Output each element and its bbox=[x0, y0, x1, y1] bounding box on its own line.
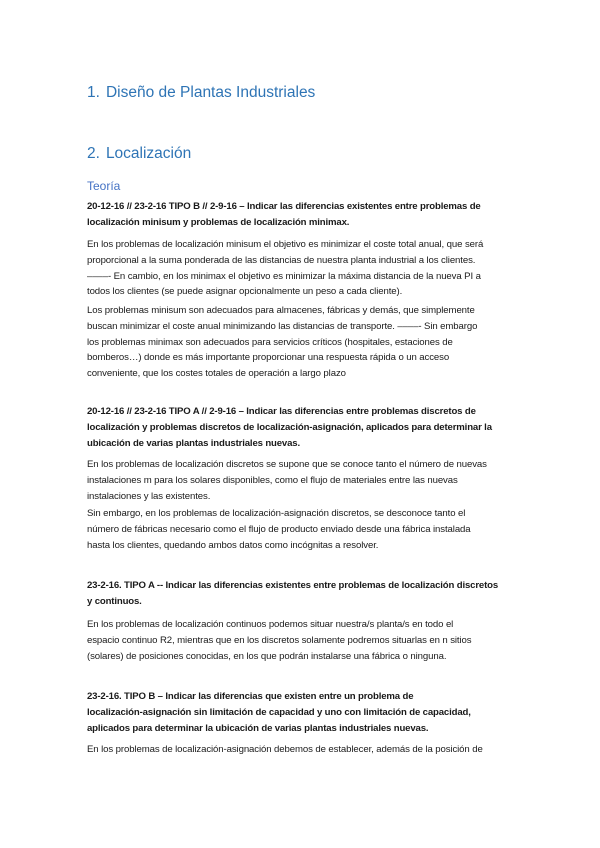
text-line: En los problemas de localización minisum el objetivo es minimizar el coste total anual, que será bbox=[87, 239, 484, 250]
question-line: localización minisum y problemas de localización minimax. bbox=[87, 217, 350, 228]
question-line: 20-12-16 // 23-2-16 TIPO A // 2-9-16 – Indicar las diferencias entre problemas discretos de bbox=[87, 406, 476, 417]
heading-1-number: 1. bbox=[87, 84, 100, 101]
question-2 bbox=[87, 404, 517, 452]
heading-1 bbox=[87, 84, 315, 102]
heading-2-text: Localización bbox=[105, 145, 192, 162]
text-line: conveniente, que los costes totales de operación a largo plazo bbox=[87, 368, 346, 380]
question-line: 20-12-16 // 23-2-16 TIPO B // 2-9-16 – Indicar las diferencias existentes entre problemas de bbox=[87, 201, 481, 212]
question-line: ubicación de varias plantas industriales nuevas. bbox=[87, 438, 301, 449]
question-line: 23-2-16. TIPO A -- Indicar las diferencias existentes entre problemas de localización discretos bbox=[87, 580, 499, 591]
text-line: Sin embargo, en los problemas de localización-asignación discretos, se desconoce tanto el bbox=[87, 508, 466, 519]
text-line: todos los clientes (se puede asignar opcionalmente un peso a cada cliente). bbox=[87, 286, 403, 298]
question-line: 23-2-16. TIPO B – Indicar las diferencias que existen entre un problema de bbox=[87, 691, 414, 702]
heading-1-text: Diseño de Plantas Industriales bbox=[105, 84, 316, 101]
text-line: proporcional a la suma ponderada de las distancias de nuestra planta industrial a los clientes. bbox=[87, 254, 476, 266]
text-line: número de fábricas necesario como el flujo de producto enviado desde una fábrica instalada bbox=[87, 523, 471, 535]
text-line: instalaciones m para los solares disponibles, como el flujo de materiales entre las nuevas bbox=[87, 474, 458, 486]
heading-2 bbox=[87, 145, 191, 163]
text-line: En los problemas de localización continuos podemos situar nuestra/s planta/s en todo el bbox=[87, 619, 454, 630]
text-line: (solares) de posiciones conocidas, en los que podrán instalarse una fábrica o ninguna. bbox=[87, 650, 447, 662]
answer-3-paragraph-1 bbox=[87, 617, 517, 664]
answer-1-paragraph-2 bbox=[87, 303, 517, 382]
text-line: ––––- En cambio, en los minimax el objetivo es minimizar la máxima distancia de la nueva PI a bbox=[87, 270, 481, 282]
answer-4-paragraph-1 bbox=[87, 742, 517, 758]
subheading-teoria: Teoría bbox=[87, 179, 121, 193]
text-line: instalaciones y las existentes. bbox=[87, 490, 211, 502]
answer-2-paragraph-2 bbox=[87, 506, 517, 553]
answer-1-paragraph-1 bbox=[87, 237, 517, 300]
heading-2-number: 2. bbox=[87, 145, 100, 162]
text-line: los problemas minimax son adecuados para servicios críticos (hospitales, estaciones de bbox=[87, 336, 453, 348]
text-line: Los problemas minisum son adecuados para almacenes, fábricas y demás, que simplemente bbox=[87, 305, 475, 316]
text-line: espacio continuo R2, mientras que en los discretos solamente podremos situarlas en n sitios bbox=[87, 634, 472, 646]
question-line: y continuos. bbox=[87, 596, 142, 607]
question-4 bbox=[87, 689, 517, 737]
question-line: localización-asignación sin limitación de capacidad y uno con limitación de capacidad, bbox=[87, 707, 471, 718]
question-line: aplicados para determinar la ubicación de varias plantas industriales nuevas. bbox=[87, 723, 429, 734]
text-line: hasta los clientes, quedando ambos datos como incógnitas a resolver. bbox=[87, 539, 379, 551]
text-line: buscan minimizar el coste anual minimizando las distancias de transporte. ––––- Sin embargo bbox=[87, 320, 478, 332]
text-line: bomberos…) donde es más importante proporcionar una respuesta rápida o un acceso bbox=[87, 352, 450, 364]
answer-2-paragraph-1 bbox=[87, 457, 517, 504]
question-1 bbox=[87, 199, 517, 231]
question-line: localización y problemas discretos de localización-asignación, aplicados para determinar la bbox=[87, 422, 492, 433]
text-line: En los problemas de localización discretos se supone que se conoce tanto el número de nuevas bbox=[87, 459, 487, 470]
question-3 bbox=[87, 578, 517, 610]
text-line: En los problemas de localización-asignación debemos de establecer, además de la posición de bbox=[87, 744, 483, 755]
